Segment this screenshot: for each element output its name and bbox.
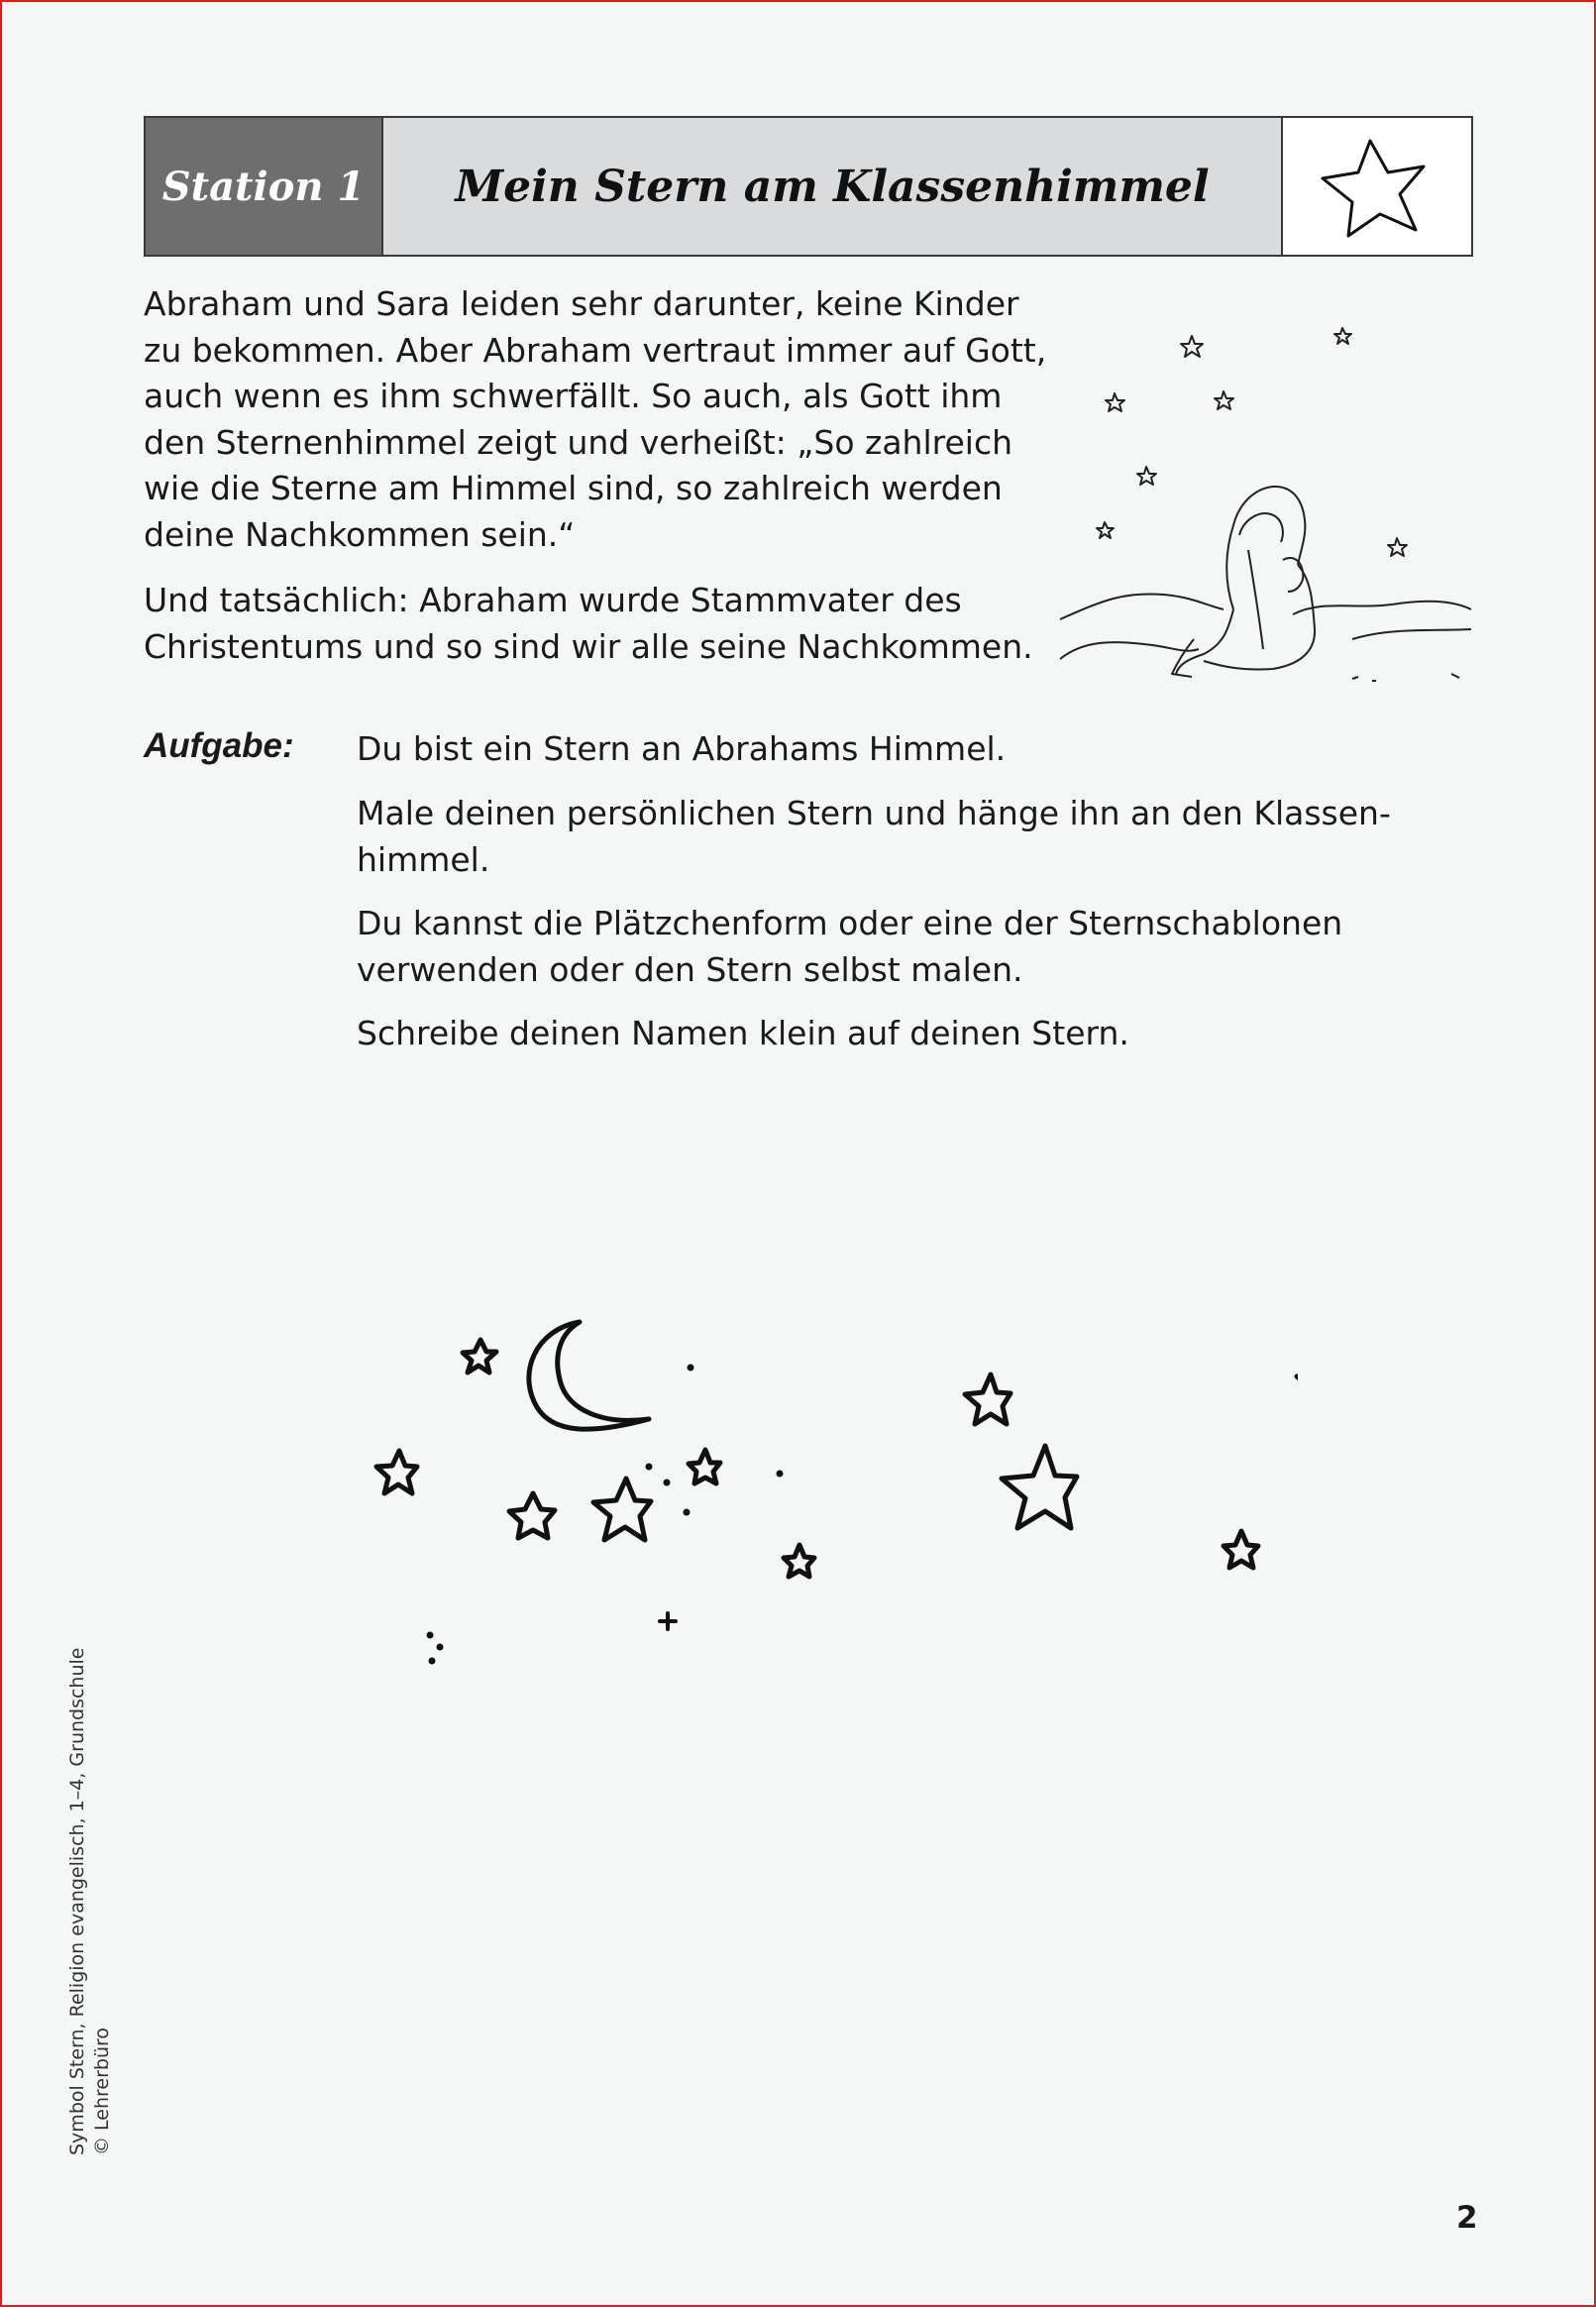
footer-line-2: © Lehrerbüro [91, 2027, 113, 2155]
intro-paragraph-2: Und tatsächlich: Abraham wurde Stammvater des Christentums und so sind wir alle seine Nachkommen. [144, 581, 1033, 666]
station-header [144, 116, 1473, 257]
star-outline-icon [1313, 127, 1441, 246]
task-item-4: Schreibe deinen Namen klein auf deinen Stern. [357, 1014, 1129, 1052]
intro-paragraph-1: Abraham und Sara leiden sehr darunter, keine Kinder zu bekommen. Aber Abraham vertraut immer auf Gott, auch wenn es ihm schwerfällt. So auch, als Gott ihm den Sternenhimmel zeigt und verheißt: „So zahlreich wie die Sterne am Himmel sind, so zahlreich werden deine Nachkommen sein.“ [144, 284, 1047, 554]
task-label: Aufgabe: [144, 726, 294, 765]
footer-credits [65, 1648, 115, 2155]
praying-figure-illustration [1055, 312, 1476, 689]
task-item-2: Male deinen persönlichen Stern und hänge ihn an den Klassenhimmel. [357, 794, 1391, 879]
task-item-3: Du kannst die Plätzchenform oder eine der Sternschablonen verwenden oder den Stern selbst malen. [357, 904, 1343, 989]
page-number: 2 [1456, 2200, 1478, 2236]
header-star-box [1283, 118, 1471, 255]
station-label: Station 1 [146, 118, 383, 255]
footer-line-1: Symbol Stern, Religion evangelisch, 1–4, Grundschule [66, 1647, 88, 2155]
task-item-1: Du bist ein Stern an Abrahams Himmel. [357, 729, 1007, 768]
page-title: Mein Stern am Klassenhimmel [383, 118, 1283, 255]
night-sky-illustration [357, 1308, 1298, 1704]
